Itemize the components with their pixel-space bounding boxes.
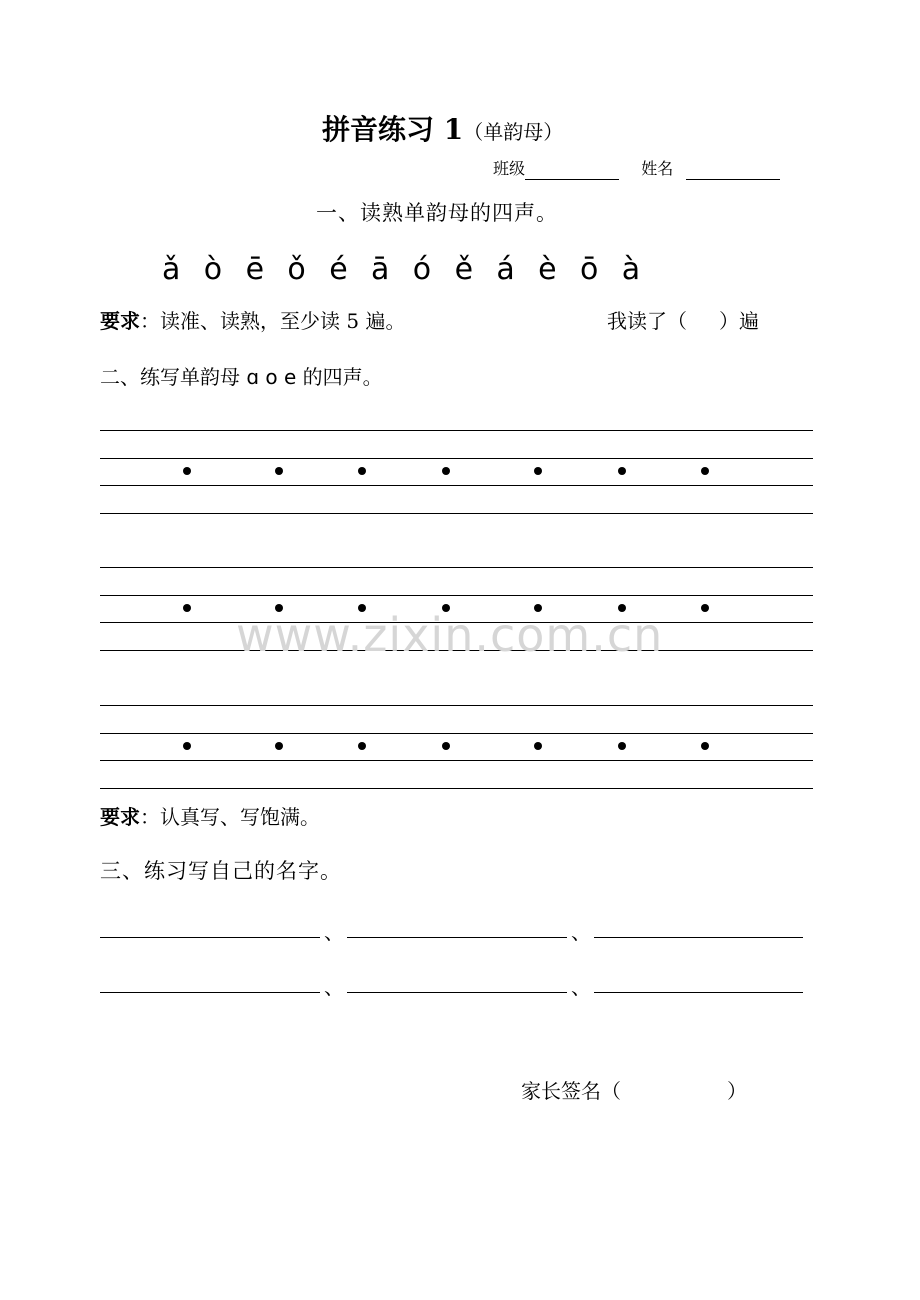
tone-letter: è [538,252,557,287]
title-main: 拼音练习 1 [322,113,464,146]
tone-letter: á [496,252,515,287]
name-separator: 、 [324,920,344,944]
name-write-line[interactable] [100,992,320,993]
requirement-label: 要求 [100,309,140,333]
guide-dot [701,604,709,612]
writing-grid-line [100,430,813,431]
tone-letter: ě [454,252,474,287]
name-blank[interactable] [686,161,780,180]
writing-grid-line [100,705,813,706]
guide-dot [618,467,626,475]
tone-letter: ó [412,252,432,287]
class-blank[interactable] [525,161,619,180]
name-separator: 、 [571,975,591,999]
section2-heading-prefix: 二、练写单韵母 [100,365,247,389]
guide-dot [442,467,450,475]
class-label: 班级 [493,159,526,178]
name-separator: 、 [324,975,344,999]
guide-dot [183,742,191,750]
writing-grid-line [100,595,813,596]
tone-letter: ō [579,252,599,287]
requirement-2 [100,803,320,831]
tone-letter: ǒ [287,252,306,287]
read-count-prefix: 我读了（ [607,309,687,333]
guide-dot [275,742,283,750]
name-label: 姓名 [641,159,674,178]
requirement-1 [100,307,405,335]
requirement-label: 要求 [100,805,140,829]
name-write-line[interactable] [594,937,803,938]
watermark: www.zixin.com.cn [236,608,664,662]
writing-grid-line [100,458,813,459]
writing-grid-line [100,760,813,761]
section2-letters: ɑ o e [246,365,297,389]
writing-grid-line [100,567,813,568]
name-write-line[interactable] [347,992,567,993]
tone-letter: ē [245,252,265,287]
parent-signature-close: ） [727,1079,747,1103]
title-subtitle: （单韵母） [463,120,564,144]
section2-heading [100,363,383,391]
writing-grid-line [100,733,813,734]
name-separator: 、 [571,920,591,944]
section2-heading-suffix: 的四声。 [296,365,383,389]
guide-dot [275,467,283,475]
guide-dot [358,742,366,750]
tone-row [162,250,664,290]
read-count-suffix: ）遍 [719,309,759,333]
requirement-colon: ： [140,805,160,829]
tone-letter: à [621,252,641,287]
guide-dot [358,467,366,475]
writing-grid-line [100,788,813,789]
guide-dot [183,467,191,475]
name-write-line[interactable] [347,937,567,938]
name-write-line[interactable] [100,937,320,938]
writing-grid-line [100,513,813,514]
parent-signature [521,1077,747,1105]
student-info [493,158,780,180]
guide-dot [534,467,542,475]
parent-signature-label: 家长签名（ [521,1079,621,1103]
section1-heading: 一、读熟单韵母的四声。 [316,201,558,225]
requirement-text: 认真写、写饱满。 [160,805,320,829]
page-title [322,112,563,150]
tone-letter: ò [203,252,223,287]
tone-letter: ā [370,252,390,287]
section3-heading: 三、练习写自己的名字。 [100,859,342,883]
read-count [607,307,759,335]
guide-dot [701,467,709,475]
tone-letter: ǎ [162,252,181,287]
requirement-text: 读准、读熟，至少读 5 遍。 [160,309,406,333]
requirement-colon: ： [140,309,160,333]
guide-dot [618,742,626,750]
tone-letter: é [329,252,348,287]
guide-dot [183,604,191,612]
guide-dot [442,742,450,750]
name-write-line[interactable] [594,992,803,993]
guide-dot [701,742,709,750]
writing-grid-line [100,485,813,486]
guide-dot [534,742,542,750]
